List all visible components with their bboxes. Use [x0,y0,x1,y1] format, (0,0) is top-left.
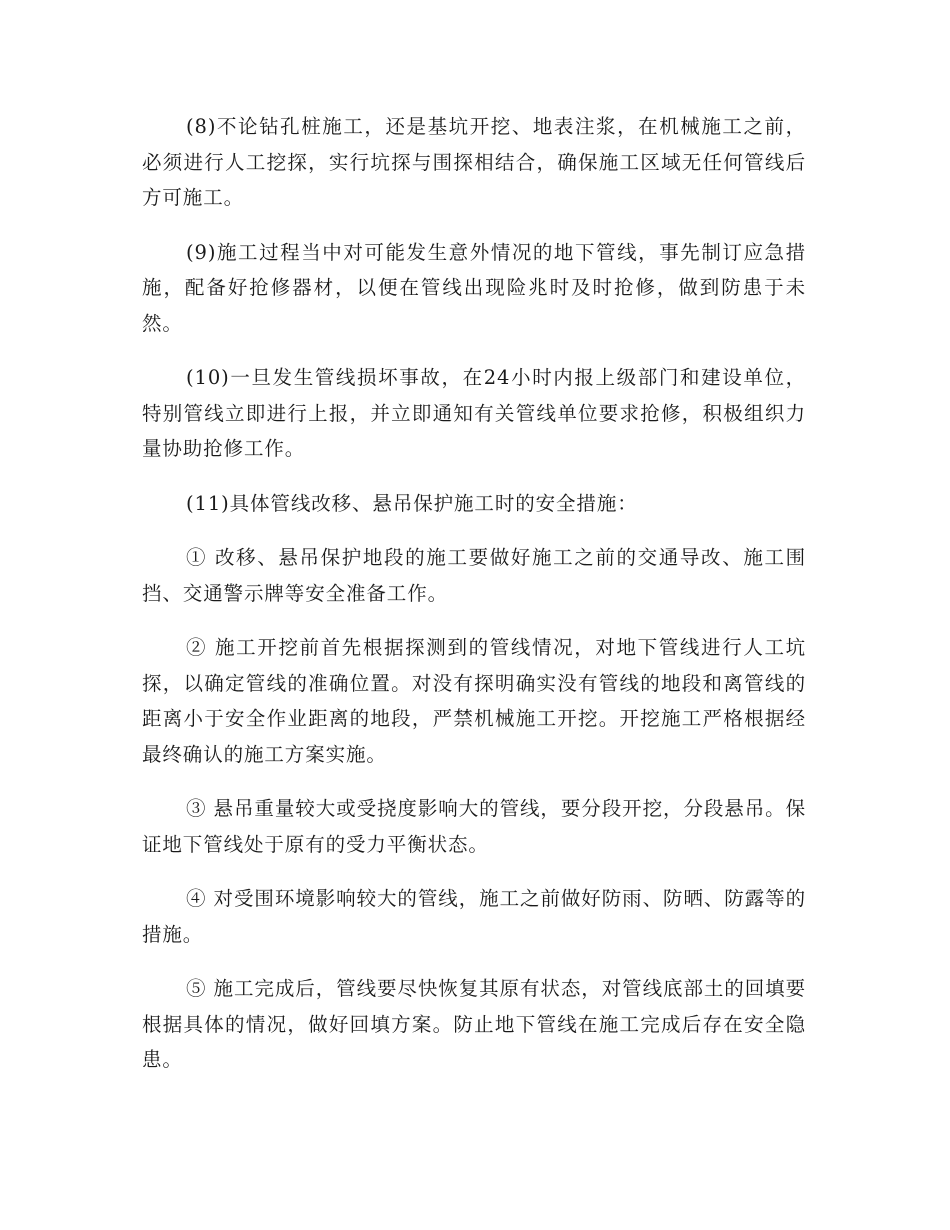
paragraph-subitem-2: ② 施工开挖前首先根据探测到的管线情况，对地下管线进行人工坑探，以确定管线的准确位置。对没有探明确实没有管线的地段和离管线的距离小于安全作业距离的地段，严禁机械施工开挖。开挖施工严格根据经最终确认的施工方案实施。 [142,636,806,766]
paragraph-subitem-1: ① 改移、悬吊保护地段的施工要做好施工之前的交通导改、施工围挡、交通警示牌等安全准备工作。 [142,546,806,605]
paragraph-subitem-5: ⑤ 施工完成后，管线要尽快恢复其原有状态，对管线底部土的回填要根据具体的情况，做好回填方案。防止地下管线在施工完成后存在安全隐患。 [142,977,806,1071]
paragraph-item-9: (9)施工过程当中对可能发生意外情况的地下管线，事先制订应急措施，配备好抢修器材，以便在管线出现险兆时及时抢修，做到防患于未然。 [142,240,806,335]
document-body [142,109,806,1097]
paragraph-item-8: (8)不论钻孔桩施工，还是基坑开挖、地表注浆，在机械施工之前，必须进行人工挖探，实行坑探与围探相结合，确保施工区域无任何管线后方可施工。 [142,115,806,209]
paragraph-subitem-4: ④ 对受围环境影响较大的管线，施工之前做好防雨、防晒、防露等的措施。 [142,887,806,946]
paragraph-item-10: (10)一旦发生管线损坏事故，在24小时内报上级部门和建设单位，特别管线立即进行上报，并立即通知有关管线单位要求抢修，积极组织力量协助抢修工作。 [142,366,806,460]
paragraph-subitem-3: ③ 悬吊重量较大或受挠度影响大的管线，要分段开挖，分段悬吊。保证地下管线处于原有的受力平衡状态。 [142,797,806,856]
paragraph-item-11: (11)具体管线改移、悬吊保护施工时的安全措施： [186,491,638,515]
